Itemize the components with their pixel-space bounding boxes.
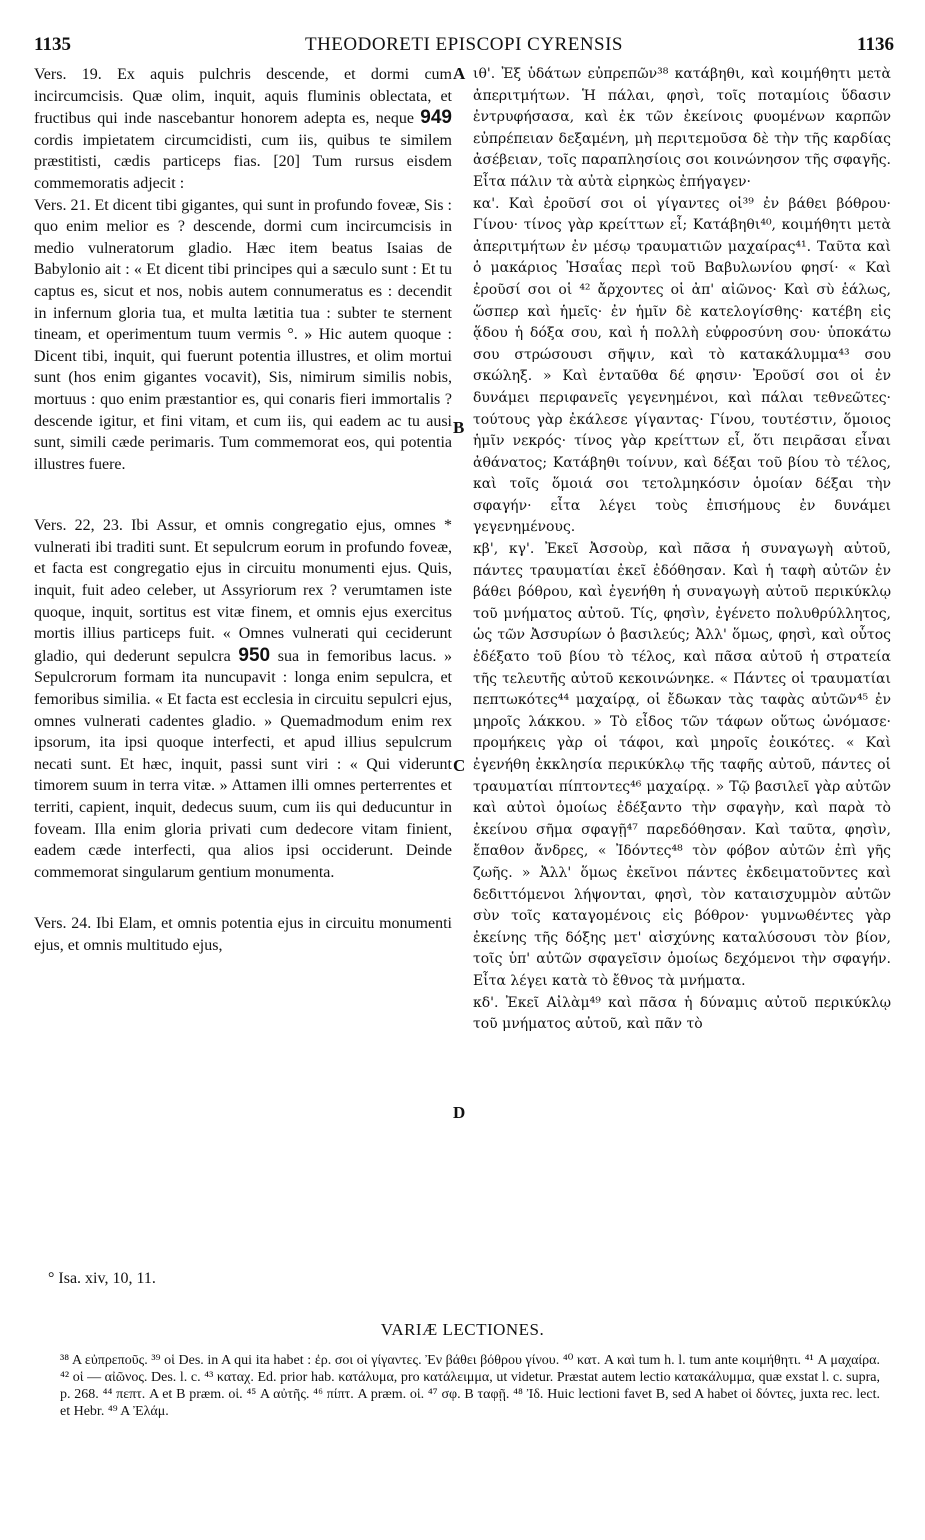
variae-text: ³⁸ A εὐπρεποῦς. ³⁹ οἱ Des. in A qui ita habet : ἐρ. σοι οἱ γίγαντες. Ἐν βάθει βόθρου γίνου. ⁴⁰ κατ. A καὶ tum h. l. tum ante κοιμήθητι. ⁴¹ A μαχαίρα. ⁴² οἱ — αἰῶνος. Des. l. c. ⁴³ καταχ. Ed. prior hab. κατάλυμα, pro κατάλειμμα, ut videtur. Præstat autem lectio κατακάλυμμα, quæ exstat l. c. supra, p. 268. ⁴⁴ πεπτ. A et B præm. οἱ. ⁴⁵ A αὐτῆς. ⁴⁶ πίπτ. A præm. οἱ. ⁴⁷ σφ. B ταφῇ. ⁴⁸ Ἰδ. Huic lectioni favet B, sed A habet οἱ δόντες, juxta rec. lect. et Hebr. ⁴⁹ A Ἐλάμ. <box>60 1353 880 1419</box>
margin-letter-a: A <box>453 64 466 83</box>
running-title: THEODORETI EPISCOPI CYRENSIS <box>304 34 624 55</box>
column-number: 950 <box>238 644 271 666</box>
latin-paragraph: Vers. 21. Et dicent tibi gigantes, qui sunt in profundo foveæ, Sis : quo enim melior es ? descende, dormi cum incircumcisis in medio vulneratorum gladio. Hæc item beatus Isaias de Babylonio ait : « Et dicent tibi principes qui a sæculo sunt : Et tu captus es, sicut et nos, nobis autem connumeratus es : decendit in infernum gloria tua, et multa lætitia tua : subter te sternent tineam, et operimentum tuum vermis °. » Hic autem quoque : Dicent tibi, inquit, qui fuerunt potentia illustres, et olim mortui sunt (hos enim gigantes vocavit), Sis, nimirum similis nobis, mortuus : quo enim præstantior es, qui conaris fieri immortalis ? descende igitur, et fini vitam, et cum iis, qui eadem ac tu ausi sunt, simili cæde perimaris. Tum commemorat eos, qui potentia illustres fuere. <box>34 196 452 473</box>
page-header <box>34 34 894 62</box>
greek-paragraph: κβ', κγ'. Ἐκεῖ Ἀσσοὺρ, καὶ πᾶσα ἡ συναγωγὴ αὐτοῦ, πάντες τραυματίαι ἐκεῖ ἐδόθησαν. Καὶ ἡ ταφὴ αὐτῶν ἐν βάθει βόθρου, καὶ ἐγενήθη ἡ συναγωγὴ αὐτοῦ περικύκλῳ τοῦ μνήματος αὐτοῦ. Τίς, φησὶν, ἐγένετο πολυθρύλλητος, ὡς τῶν Ἀσσυρίων ὁ βασιλεύς; Ἀλλ' ὅμως, φησὶ, καὶ οὗτος ἐδέξατο τοῦ βίου τὸ τέλος, καὶ πᾶσα αὐτοῦ ἡ στρατεία τῆς τελευτῆς αὐτοῦ κεκοινώνηκε. « Πάντες οἱ τραυματίαι πεπτωκότες⁴⁴ μαχαίρᾳ, οἱ ἔδωκαν τὰς ταφὰς αὐτῶν⁴⁵ ἐν μηροῖς λάκκου. » Τὸ εἶδος τῶν τάφων οὕτως ὠνόμασε· προμήκεις γὰρ οἱ τάφοι, καὶ μηροῖς ἐοικότες. « Καὶ ἐγενήθη ἐκκλησία περικύκλῳ τῆς ταφῆς αὐτοῦ, πάντες οἱ τραυματίαι πίπτοντες⁴⁶ μαχαίρᾳ. » Τῷ βασιλεῖ γὰρ αὐτῶν καὶ αὐτοὶ ὁμοίως ἐδέξαντο τὴν σφαγὴν, καὶ παρὰ τὸ ἐκείνου σῆμα σφαγῇ⁴⁷ παρεδόθησαν. Καὶ ταῦτα, φησὶν, ἔπαθον ἄνδρες, « Ἰδόντες⁴⁸ τὸν φόβον αὐτῶν ἐπὶ γῆς ζωῆς. » Ἀλλ' ὅμως ἐκεῖνοι πάντες ἐκδειματοῦντες καὶ δεδιττόμενοι λήψονται, φησὶ, τὸν καταισχυμμὸν αὐτῶν σὺν τοῖς καταγομένοις εἰς βόθρον· γυμνωθέντες γὰρ ἐκείνης τῆς δόξης μετ' αἰσχύνης καταλύσουσι τὸν βίον, τοῖς ὑπ' αὐτῶν σφαγεῖσιν ὁμοίως δεχόμενοι τὴν σφαγήν. Εἶτα λέγει κατὰ τὸ ἔθνος τὰ μνήματα. <box>473 541 891 989</box>
greek-paragraph: κα'. Καὶ ἐροῦσί σοι οἱ γίγαντες οἱ³⁹ ἐν βάθει βόθρου· Γίνου· τίνος γὰρ κρείττων εἶ; Κατάβηθι⁴⁰, κοιμήθητι μετὰ ἀπεριτμήτων ἐν μέσῳ τραυματιῶν μαχαίρας⁴¹. Ταῦτα καὶ ὁ μακάριος Ἡσαΐας περὶ τοῦ Βαβυλωνίου φησί· « Καὶ ἐροῦσί σοι οἱ ⁴² ἄρχοντες οἱ ἀπ' αἰῶνος· Καὶ σὺ ἑάλως, ὥσπερ καὶ ἡμεῖς· ἐν ἡμῖν δὲ κατελογίσθης· κατέβη εἰς ᾅδου ἡ δόξα σου, καὶ ἡ πολλὴ εὐφροσύνη σου· ὑποκάτω σου στρώσουσι σῆψιν, καὶ τὸ κατακάλυμμα⁴³ σου σκώληξ. » Καὶ ἐνταῦθα δέ φησιν· Ἐροῦσί σοι οἱ ἐν δυνάμει περιφανεῖς γεγενημένοι, καὶ πάλαι τεθνεῶτες· τούτους γὰρ ἐκάλεσε γίγαντας· Γίνου, τουτέστιν, ὅμοιος ἡμῖν νεκρός· τίνος γὰρ κρείττων εἶ, ὅτι πειρᾶσαι εἶναι ἀθάνατος; Κατάβηθι τοίνυν, καὶ δέξαι τοῦ βίου τὸ τέλος, καὶ τοῖς ὅμοιά σοι τετολμηκόσιν ὁμοίαν δέξαι τὴν σφαγήν· εἶτα λέγει τοὺς ἐπισήμους ἐν δυνάμει γεγενημένους. <box>473 195 891 536</box>
page-number-left: 1135 <box>34 34 71 55</box>
page-number-right: 1136 <box>857 34 894 55</box>
greek-paragraph: ιθ'. Ἐξ ὑδάτων εὐπρεπῶν³⁸ κατάβηθι, καὶ κοιμήθητι μετὰ ἀπεριτμήτων. Ἡ πάλαι, φησὶ, τοῖς ποταμίοις ὕδασιν ἐντρυφήσασα, καὶ ἐκ τῶν ἐκείνοις φυομένων καρπῶν εὐπρέπειαν δεξαμένη, μὴ περιτεμοῦσα δὲ τὴν τῆς καρδίας ἀσέβειαν, τοῖς παραπλησίοις σοι κοινώνησον τῆς σφαγῆς. Εἶτα πάλιν τὰ αὐτὰ εἰρηκὼς ἐπήγαγεν· <box>473 66 891 190</box>
variae-lectiones <box>60 1352 880 1420</box>
spacer <box>34 475 452 515</box>
latin-column <box>34 64 452 957</box>
latin-paragraph <box>34 64 452 195</box>
variae-heading: VARIÆ LECTIONES. <box>380 1320 545 1339</box>
margin-letter-b: B <box>453 418 465 437</box>
margin-letter-c: C <box>453 756 466 775</box>
column-number: 949 <box>420 107 452 129</box>
latin-text: Vers. 22, 23. Ibi Assur, et omnis congregatio ejus, omnes * vulnerati ibi traditi sunt. Et sepulcrum eorum in profundo foveæ, et facta est congregatio ejus in circuitu monumenti ejus. Quis, inquit, fuit adeo celeber, ut Assyriorum rex ? verumtamen iste quoque, inquit, sortitus est vitæ finem, et omnis ejus exercitus mortis illius particeps fuit. « Omnes vulnerati qui ceciderunt gladio, qui dederunt sepulcra <box>34 517 452 665</box>
margin-letter-d: D <box>453 1103 466 1122</box>
greek-column <box>473 64 891 1036</box>
latin-paragraph: Vers. 24. Ibi Elam, et omnis potentia ejus in circuitu monumenti ejus, et omnis multitudo ejus, <box>34 915 452 954</box>
latin-text: Vers. 19. Ex aquis pulchris descende, et dormi cum incircumcisis. Quæ olim, inquit, aquis fluminis oblectata, et fructibus qui inde nascebantur honorem adepta es, neque <box>34 66 452 128</box>
greek-paragraph: κδ'. Ἐκεῖ Αἰλὰμ⁴⁹ καὶ πᾶσα ἡ δύναμις αὐτοῦ περικύκλῳ τοῦ μνήματος αὐτοῦ, καὶ πᾶν τὸ <box>473 994 891 1033</box>
latin-paragraph <box>34 515 452 883</box>
latin-text: sua in femoribus lacus. » Sepulcrorum formam ita nuncupavit : longa enim sepulcra, et femoribus similia. « Et facta est ecclesia in circuitu sepulcri ejus, omnes vulnerati cadentes gladio. » Quemadmodum enim rex ipsorum, ita ipsi quoque interfecti, et apud illius sepulcrum necati sunt. Et hæc, inquit, passi sunt viri : « Qui viderunt timorem suum in terra vitæ. » Attamen illi omnes perterrentes et territi, capient, inquit, dedecus suum, cum iis qui deducuntur in foveam. Illa enim gloria privati cum dedecore vitam finient, eadem cæde interfecti, qua alios ipsi occiderunt. Deinde commemorat singularum gentium monumenta. <box>34 647 452 881</box>
latin-text: cordis impietatem circumcidisti, cum iis, quibus te similem præstitisti, cædis particeps fias. [20] Tum rursus eisdem commemoratis adjecit : <box>34 131 452 192</box>
footnote: ° Isa. xiv, 10, 11. <box>48 1270 156 1287</box>
spacer <box>34 883 452 913</box>
